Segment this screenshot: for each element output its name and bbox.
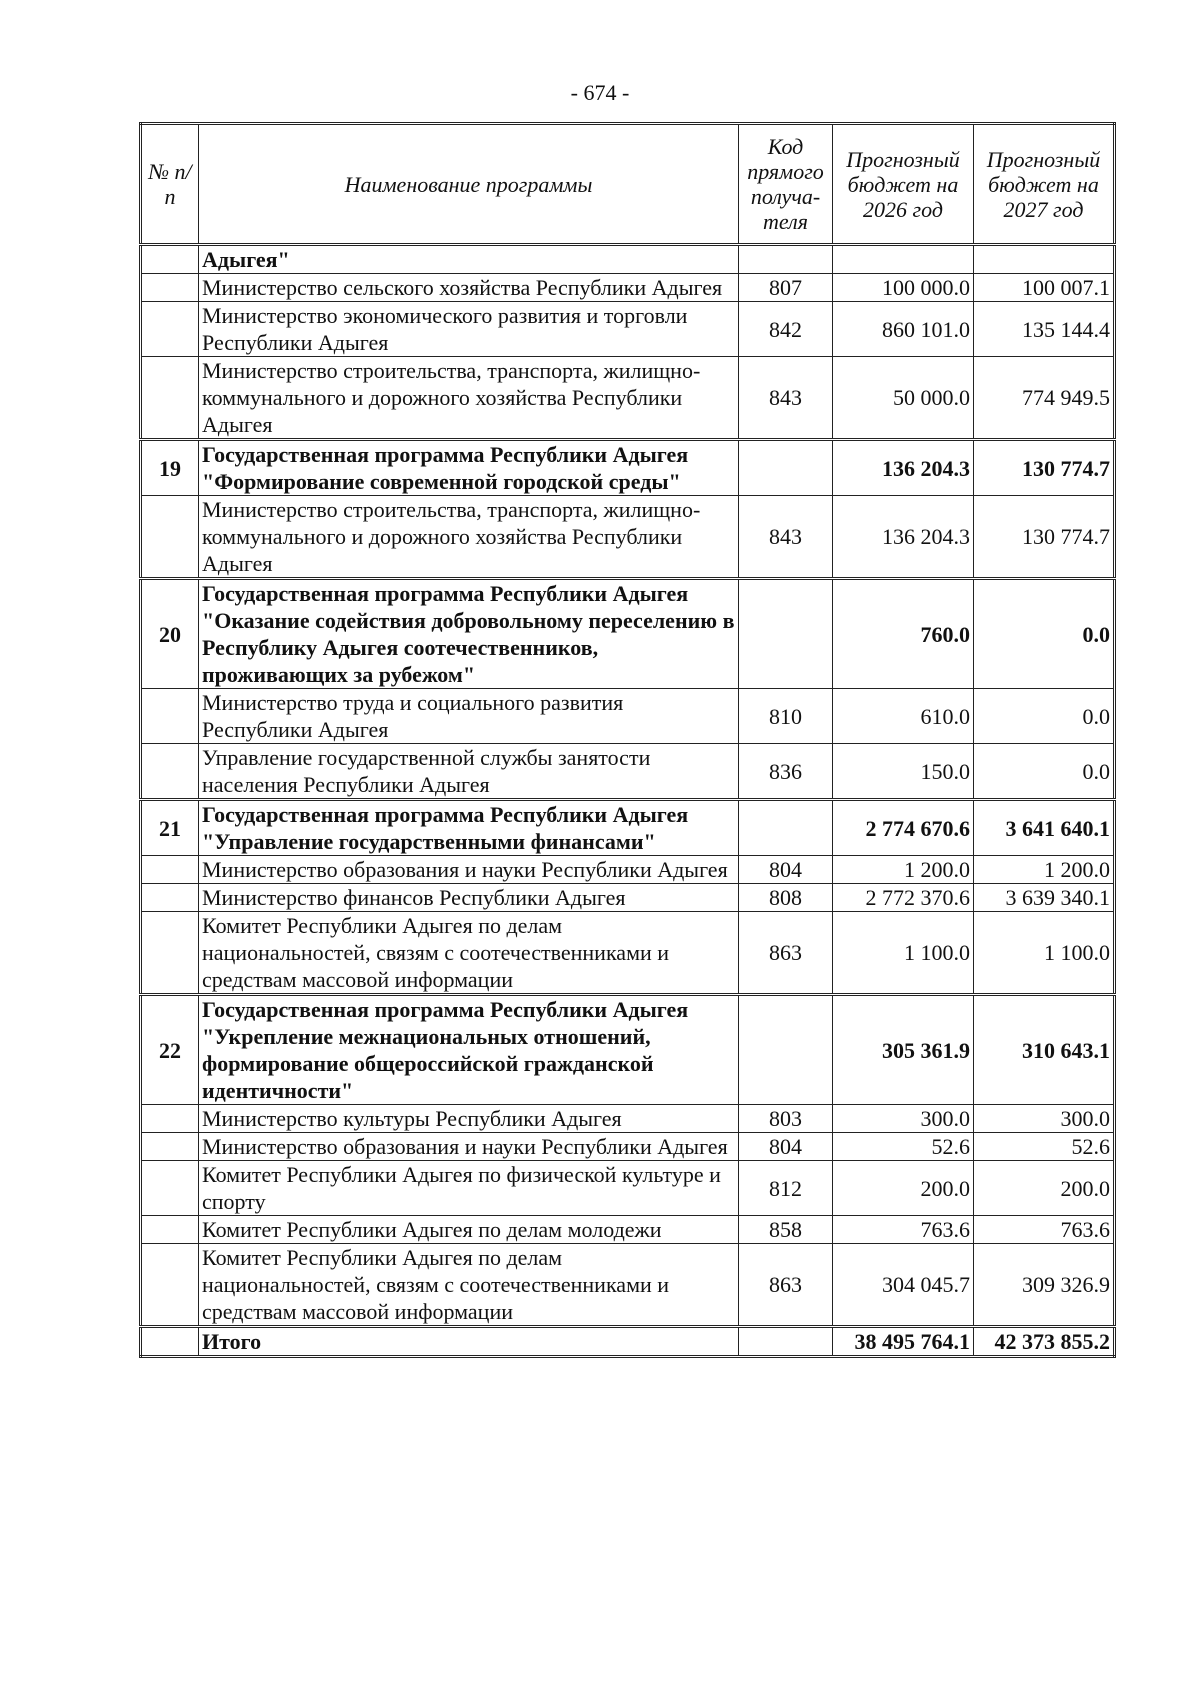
- row-name: Комитет Республики Адыгея по делам национальностей, связям с соотечественниками и средствам массовой информации: [199, 1244, 739, 1327]
- row-budget-2027: 763.6: [974, 1216, 1115, 1244]
- row-budget-2027: 52.6: [974, 1133, 1115, 1161]
- row-name: Министерство образования и науки Республики Адыгея: [199, 1133, 739, 1161]
- header-code: Код прямого получа-теля: [739, 124, 833, 245]
- budget-table: [139, 122, 1116, 1358]
- row-num: [141, 1133, 199, 1161]
- row-budget-2027: [974, 245, 1115, 274]
- table-row: [141, 912, 1115, 995]
- row-budget-2026: 50 000.0: [833, 357, 974, 440]
- row-name: Государственная программа Республики Адыгея "Укрепление межнациональных отношений, формирование общероссийской гражданской идентичности": [199, 995, 739, 1105]
- total-row: [141, 1327, 1115, 1357]
- total-2026: 38 495 764.1: [833, 1327, 974, 1357]
- row-budget-2027: 0.0: [974, 689, 1115, 744]
- row-name: Министерство сельского хозяйства Республики Адыгея: [199, 274, 739, 302]
- table-row: [141, 1161, 1115, 1216]
- row-budget-2026: 136 204.3: [833, 440, 974, 496]
- row-budget-2027: 3 641 640.1: [974, 800, 1115, 856]
- row-num: 21: [141, 800, 199, 856]
- row-num: [141, 1105, 199, 1133]
- table-row: [141, 1216, 1115, 1244]
- header-budget-2026: Прогнозный бюджет на 2026 год: [833, 124, 974, 245]
- row-budget-2027: 300.0: [974, 1105, 1115, 1133]
- row-budget-2026: 860 101.0: [833, 302, 974, 357]
- row-name: Комитет Республики Адыгея по делам национальностей, связям с соотечественниками и средствам массовой информации: [199, 912, 739, 995]
- row-num: [141, 1216, 199, 1244]
- row-code: 810: [739, 689, 833, 744]
- row-budget-2026: 2 774 670.6: [833, 800, 974, 856]
- row-name: Государственная программа Республики Адыгея "Управление государственными финансами": [199, 800, 739, 856]
- program-row: [141, 800, 1115, 856]
- row-name: Министерство культуры Республики Адыгея: [199, 1105, 739, 1133]
- row-budget-2026: 305 361.9: [833, 995, 974, 1105]
- total-num-cell: [141, 1327, 199, 1357]
- row-budget-2027: 3 639 340.1: [974, 884, 1115, 912]
- total-code-cell: [739, 1327, 833, 1357]
- table-row: [141, 496, 1115, 579]
- row-budget-2027: 310 643.1: [974, 995, 1115, 1105]
- row-budget-2026: 136 204.3: [833, 496, 974, 579]
- row-num: [141, 1161, 199, 1216]
- table-row: [141, 1244, 1115, 1327]
- row-name: Министерство финансов Республики Адыгея: [199, 884, 739, 912]
- row-num: [141, 302, 199, 357]
- row-budget-2026: 100 000.0: [833, 274, 974, 302]
- row-budget-2026: 763.6: [833, 1216, 974, 1244]
- row-name: Министерство строительства, транспорта, жилищно-коммунального и дорожного хозяйства Республики Адыгея: [199, 357, 739, 440]
- row-code: [739, 579, 833, 689]
- row-code: 836: [739, 744, 833, 800]
- row-num: [141, 856, 199, 884]
- row-num: 22: [141, 995, 199, 1105]
- row-code: 812: [739, 1161, 833, 1216]
- row-budget-2027: 0.0: [974, 579, 1115, 689]
- row-budget-2027: 0.0: [974, 744, 1115, 800]
- row-num: [141, 884, 199, 912]
- row-code: [739, 995, 833, 1105]
- header-num: № п/п: [141, 124, 199, 245]
- program-row: [141, 995, 1115, 1105]
- row-num: [141, 689, 199, 744]
- row-budget-2026: 304 045.7: [833, 1244, 974, 1327]
- row-name: Управление государственной службы занятости населения Республики Адыгея: [199, 744, 739, 800]
- row-num: [141, 357, 199, 440]
- total-2027: 42 373 855.2: [974, 1327, 1115, 1357]
- page-number: - 674 -: [570, 80, 630, 105]
- total-label: Итого: [199, 1327, 739, 1357]
- table-row: [141, 302, 1115, 357]
- row-num: [141, 274, 199, 302]
- row-name: Министерство экономического развития и торговли Республики Адыгея: [199, 302, 739, 357]
- row-num: [141, 744, 199, 800]
- row-budget-2026: 150.0: [833, 744, 974, 800]
- table-row: [141, 689, 1115, 744]
- row-code: 863: [739, 1244, 833, 1327]
- row-budget-2027: 130 774.7: [974, 496, 1115, 579]
- table-row: [141, 1133, 1115, 1161]
- row-name: Министерство образования и науки Республики Адыгея: [199, 856, 739, 884]
- row-budget-2027: 774 949.5: [974, 357, 1115, 440]
- row-budget-2027: 135 144.4: [974, 302, 1115, 357]
- row-code: 804: [739, 856, 833, 884]
- row-code: 843: [739, 496, 833, 579]
- row-code: 808: [739, 884, 833, 912]
- row-code: [739, 440, 833, 496]
- row-budget-2027: 130 774.7: [974, 440, 1115, 496]
- row-name: Адыгея": [199, 245, 739, 274]
- row-budget-2026: 1 100.0: [833, 912, 974, 995]
- program-row: [141, 440, 1115, 496]
- row-budget-2026: 2 772 370.6: [833, 884, 974, 912]
- table-row: [141, 884, 1115, 912]
- row-code: 807: [739, 274, 833, 302]
- row-num: [141, 245, 199, 274]
- row-name: Государственная программа Республики Адыгея "Оказание содействия добровольному переселению в Республику Адыгея соотечественников, проживающих за рубежом": [199, 579, 739, 689]
- row-name: Министерство строительства, транспорта, жилищно-коммунального и дорожного хозяйства Республики Адыгея: [199, 496, 739, 579]
- table-row: [141, 744, 1115, 800]
- table-row: [141, 245, 1115, 274]
- table-body: [141, 245, 1115, 1357]
- row-code: [739, 245, 833, 274]
- table-row: [141, 357, 1115, 440]
- row-budget-2026: 610.0: [833, 689, 974, 744]
- header-budget-2027: Прогнозный бюджет на 2027 год: [974, 124, 1115, 245]
- row-code: 858: [739, 1216, 833, 1244]
- row-budget-2026: 200.0: [833, 1161, 974, 1216]
- row-name: Государственная программа Республики Адыгея "Формирование современной городской среды": [199, 440, 739, 496]
- row-name: Комитет Республики Адыгея по физической культуре и спорту: [199, 1161, 739, 1216]
- row-code: 804: [739, 1133, 833, 1161]
- row-budget-2027: 309 326.9: [974, 1244, 1115, 1327]
- row-budget-2027: 200.0: [974, 1161, 1115, 1216]
- program-row: [141, 579, 1115, 689]
- row-budget-2026: 760.0: [833, 579, 974, 689]
- row-name: Министерство труда и социального развития Республики Адыгея: [199, 689, 739, 744]
- row-budget-2027: 100 007.1: [974, 274, 1115, 302]
- row-code: 803: [739, 1105, 833, 1133]
- table-row: [141, 274, 1115, 302]
- row-budget-2026: 52.6: [833, 1133, 974, 1161]
- row-budget-2026: [833, 245, 974, 274]
- row-name: Комитет Республики Адыгея по делам молодежи: [199, 1216, 739, 1244]
- row-code: 863: [739, 912, 833, 995]
- row-budget-2027: 1 200.0: [974, 856, 1115, 884]
- row-num: 20: [141, 579, 199, 689]
- table-row: [141, 856, 1115, 884]
- table-row: [141, 1105, 1115, 1133]
- row-budget-2027: 1 100.0: [974, 912, 1115, 995]
- row-num: 19: [141, 440, 199, 496]
- row-budget-2026: 300.0: [833, 1105, 974, 1133]
- row-code: [739, 800, 833, 856]
- header-name: Наименование программы: [199, 124, 739, 245]
- row-num: [141, 1244, 199, 1327]
- table-header-row: [141, 124, 1115, 245]
- row-code: 842: [739, 302, 833, 357]
- row-budget-2026: 1 200.0: [833, 856, 974, 884]
- row-code: 843: [739, 357, 833, 440]
- row-num: [141, 496, 199, 579]
- row-num: [141, 912, 199, 995]
